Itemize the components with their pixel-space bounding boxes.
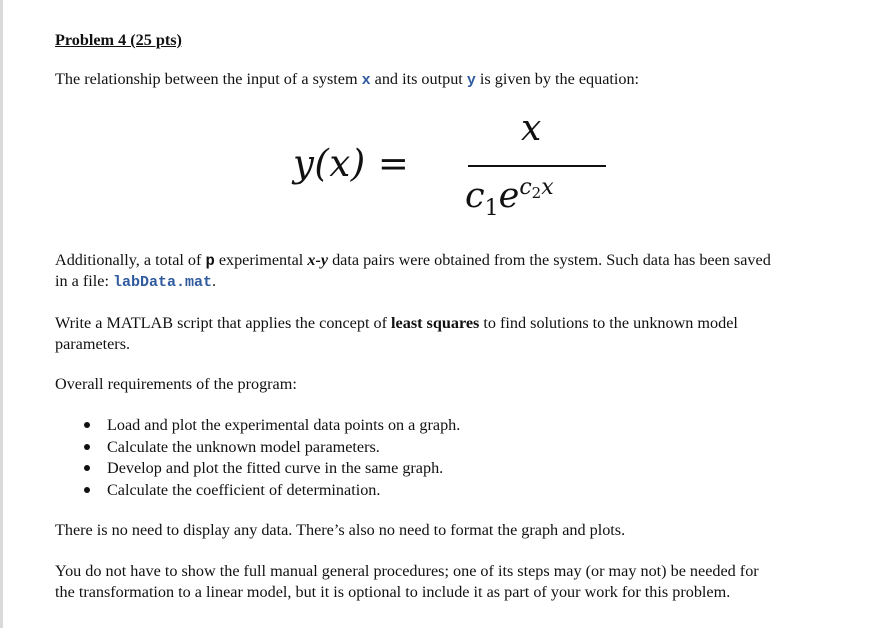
den-e: e [498,176,520,216]
data-text-4: in a file: [55,272,113,290]
data-text-5: . [212,272,217,290]
var-p: p [205,252,215,270]
data-text-1: Additionally, a total of [55,251,206,269]
intro-paragraph [55,69,845,91]
task-paragraph-line-2: parameters. [55,335,131,353]
den-exponent [519,175,553,200]
requirements-heading: Overall requirements of the program: [55,375,297,393]
task-text-1: Write a MATLAB script that applies the concept of [55,314,392,332]
den-exp-c: c [519,175,532,200]
data-paragraph-line-2 [55,271,845,293]
task-paragraph-line-1 [55,313,845,334]
data-text-2: experimental [214,251,308,269]
equation-numerator: x [521,108,542,149]
list-item: Calculate the coefficient of determination. [55,480,460,502]
procedure-note-line-2: the transformation to a linear model, but it is optional to include it as part of your work for this problem. [55,583,731,601]
procedure-note-line-1: You do not have to show the full manual general procedures; one of its steps may (or may not) be needed for [55,562,759,580]
den-c: c [465,176,485,216]
list-item: Load and plot the experimental data points on a graph. [55,415,460,437]
list-item: Develop and plot the fitted curve in the same graph. [55,458,460,480]
data-paragraph-line-1 [55,250,845,272]
den-exp-sub: 2 [531,184,542,202]
equation-denominator [465,175,554,221]
intro-text-1: The relationship between the input of a system [55,70,362,88]
den-c-sub: 1 [484,196,499,221]
data-text-3: data pairs were obtained from the system. Such data has been saved [328,251,771,269]
var-y: y [466,72,476,89]
den-exp-x: x [541,175,554,200]
var-x: x [361,72,371,89]
intro-text-2: and its output [370,70,467,88]
task-text-2: to find solutions to the unknown model [479,314,738,332]
left-margin-rule [0,0,3,628]
problem-title: Problem 4 (25 pts) [55,31,182,49]
least-squares-bold: least squares [391,314,480,332]
filename: labData.mat [112,274,213,291]
fraction-bar [468,165,606,167]
display-note: There is no need to display any data. There’s also no need to format the graph and plots. [55,521,626,539]
requirements-list [55,415,460,501]
xy-label: x-y [307,251,329,269]
equation-lhs: y(x) = [293,142,410,185]
list-item: Calculate the unknown model parameters. [55,437,460,459]
intro-text-3: is given by the equation: [475,70,640,88]
